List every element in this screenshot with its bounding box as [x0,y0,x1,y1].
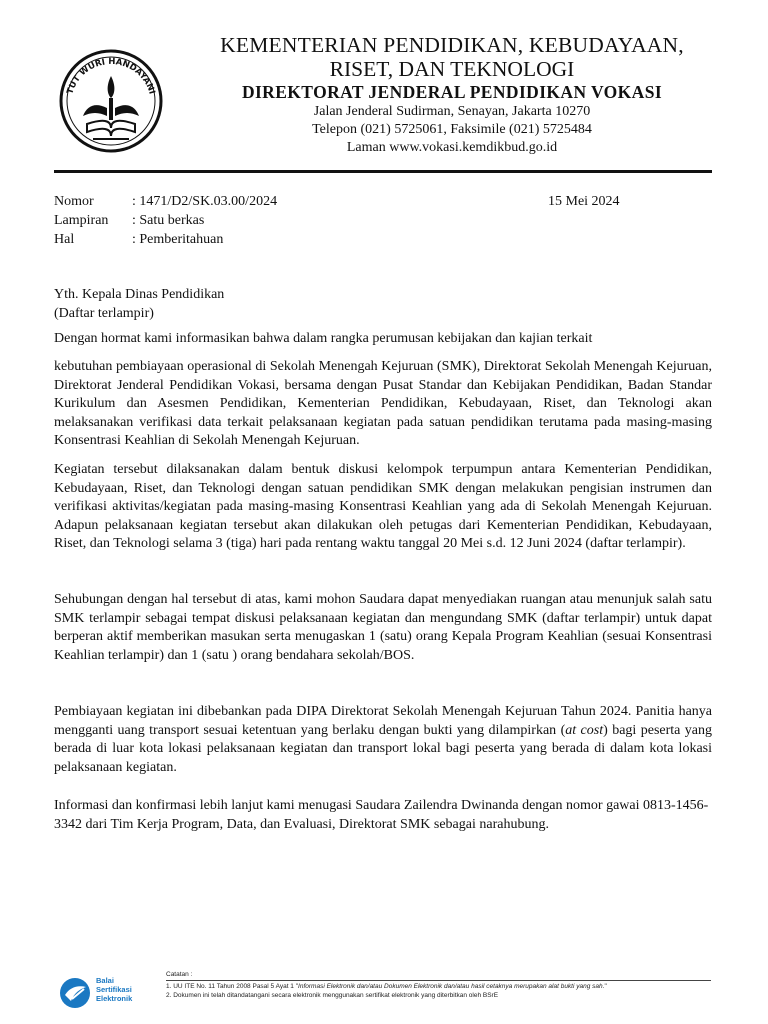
meta-row-hal [54,230,714,249]
paragraph-1-opening: Dengan hormat kami informasikan bahwa dalam rangka perumusan kebijakan dan kajian terkait [54,331,593,346]
meta-row-lampiran [54,211,714,230]
letterhead [172,33,732,157]
note-2: 2. Dokumen ini telah ditandatangani secara elektronik menggunakan sertifikat elektronik yang diterbitkan oleh BSrE [166,992,499,999]
letter-date: 15 Mei 2024 [548,194,620,209]
note-1-quote: Informasi Elektronik dan/atau Dokumen Elektronik dan/atau hasil cetaknya merupakan alat bukti yang sah. [298,983,605,990]
paragraph-4-part1: Pembiayaan kegiatan ini dibebankan pada DIPA Direktorat Sekolah Menengah Kejuruan Tahun 2024. Panitia hanya mengganti uang transport sesuai ketentuan yang berlaku dengan bukti yang dilampirkan ( [54,704,712,738]
paragraph-4 [54,703,712,777]
addressee-line1: Yth. Kepala Dinas Pendidikan [54,287,225,302]
letterhead-website: Laman www.vokasi.kemdikbud.go.id [346,140,558,155]
letterhead-phone: Telepon (021) 5725061, Faksimile (021) 5725484 [312,122,592,137]
directorate-name: DIREKTORAT JENDERAL PENDIDIKAN VOKASI [241,82,663,102]
logo-motto: TUT WURI HANDAYANI [65,56,157,96]
notes-divider [166,980,711,981]
nomor-label: Nomor [54,194,94,209]
lampiran-value: : Satu berkas [132,213,205,228]
ministry-name-line1: KEMENTERIAN PENDIDIKAN, KEBUDAYAAN, [220,33,684,57]
paragraph-4-part2: ) bagi peserta yang berada di luar kota lokasi pelaksanaan kegiatan dan transport lokal bagi peserta yang berada di dalam kota lokasi pelaksanaan kegiatan. [54,722,713,775]
tut-wuri-handayani-logo [57,46,165,156]
hal-value: : Pemberitahuan [132,232,224,247]
addressee-line2: (Daftar terlampir) [54,306,154,321]
notes-title: Catatan : [166,971,193,978]
note-1-suffix: " [604,983,607,990]
letterhead-divider [54,170,712,173]
ministry-name-line2: RISET, DAN TEKNOLOGI [329,57,575,81]
bsre-line2: Sertifikasi [96,985,132,994]
bsre-line1: Balai [96,976,114,985]
lampiran-label: Lampiran [54,213,109,228]
note-1-prefix: 1. UU ITE No. 11 Tahun 2008 Pasal 5 Ayat 1 " [166,983,299,990]
bsre-logo-icon [58,975,98,1011]
paragraph-3: Sehubungan dengan hal tersebut di atas, kami mohon Saudara dapat menyediakan ruangan atau menunjuk salah satu SMK terlampir sebagai tempat diskusi pelaksanaan kegiatan dan mengundang SMK (daftar terlampir) untuk dapat berperan aktif memberikan masukan serta menugaskan 1 (satu) orang Kepala Program Keahlian (sesuai Konsentrasi Keahlian terlampir) dan 1 (satu ) orang bendahara sekolah/BOS. [54,592,712,663]
paragraph-4-italic: at cost [565,722,604,738]
nomor-value: : 1471/D2/SK.03.00/2024 [132,194,278,209]
bsre-line3: Elektronik [96,994,133,1003]
paragraph-1: kebutuhan pembiayaan operasional di Sekolah Menengah Kejuruan (SMK), Direktorat Sekolah Menengah Kejuruan, Direktorat Jenderal Pendidikan Vokasi, bersama dengan Pusat Standar dan Kebijakan Pendidikan, Badan Standar Kurikulum dan Asesmen Pendidikan, Kementerian Pendidikan, Kebudayaan, Riset, dan Teknologi akan melaksanakan verifikasi data terkait pelaksanaan kegiatan pada satuan pendidikan terutama pada masing-masing Konsentrasi Keahlian di Sekolah Menengah Kejuruan. [54,359,712,449]
note-1 [166,982,711,991]
addressee [54,285,224,323]
bsre-logo-text [96,976,132,1003]
paragraph-5: Informasi dan konfirmasi lebih lanjut kami menugasi Saudara Zailendra Dwinanda dengan nomor gawai 0813-1456-3342 dari Tim Kerja Program, Data, dan Evaluasi, Direktorat SMK sebagai narahubung. [54,798,709,832]
hal-label: Hal [54,232,75,247]
footer-notes [166,970,711,1000]
letterhead-address: Jalan Jenderal Sudirman, Senayan, Jakarta 10270 [313,104,591,119]
paragraph-2: Kegiatan tersebut dilaksanakan dalam bentuk diskusi kelompok terpumpun antara Kementerian Pendidikan, Kebudayaan, Riset, dan Teknologi dengan satuan pendidikan SMK dengan melakukan pengisian instrumen dan verifikasi aktivitas/kegiatan pada masing-masing Konsentrasi Keahlian yang ada di Sekolah Menengah Kejuruan. Adapun pelaksanaan kegiatan tersebut akan dilakukan oleh petugas dari Kementerian Pendidikan, Kebudayaan, Riset, dan Teknologi selama 3 (tiga) hari pada rentang waktu tanggal 20 Mei s.d. 12 Juni 2024 (daftar terlampir). [54,462,712,552]
